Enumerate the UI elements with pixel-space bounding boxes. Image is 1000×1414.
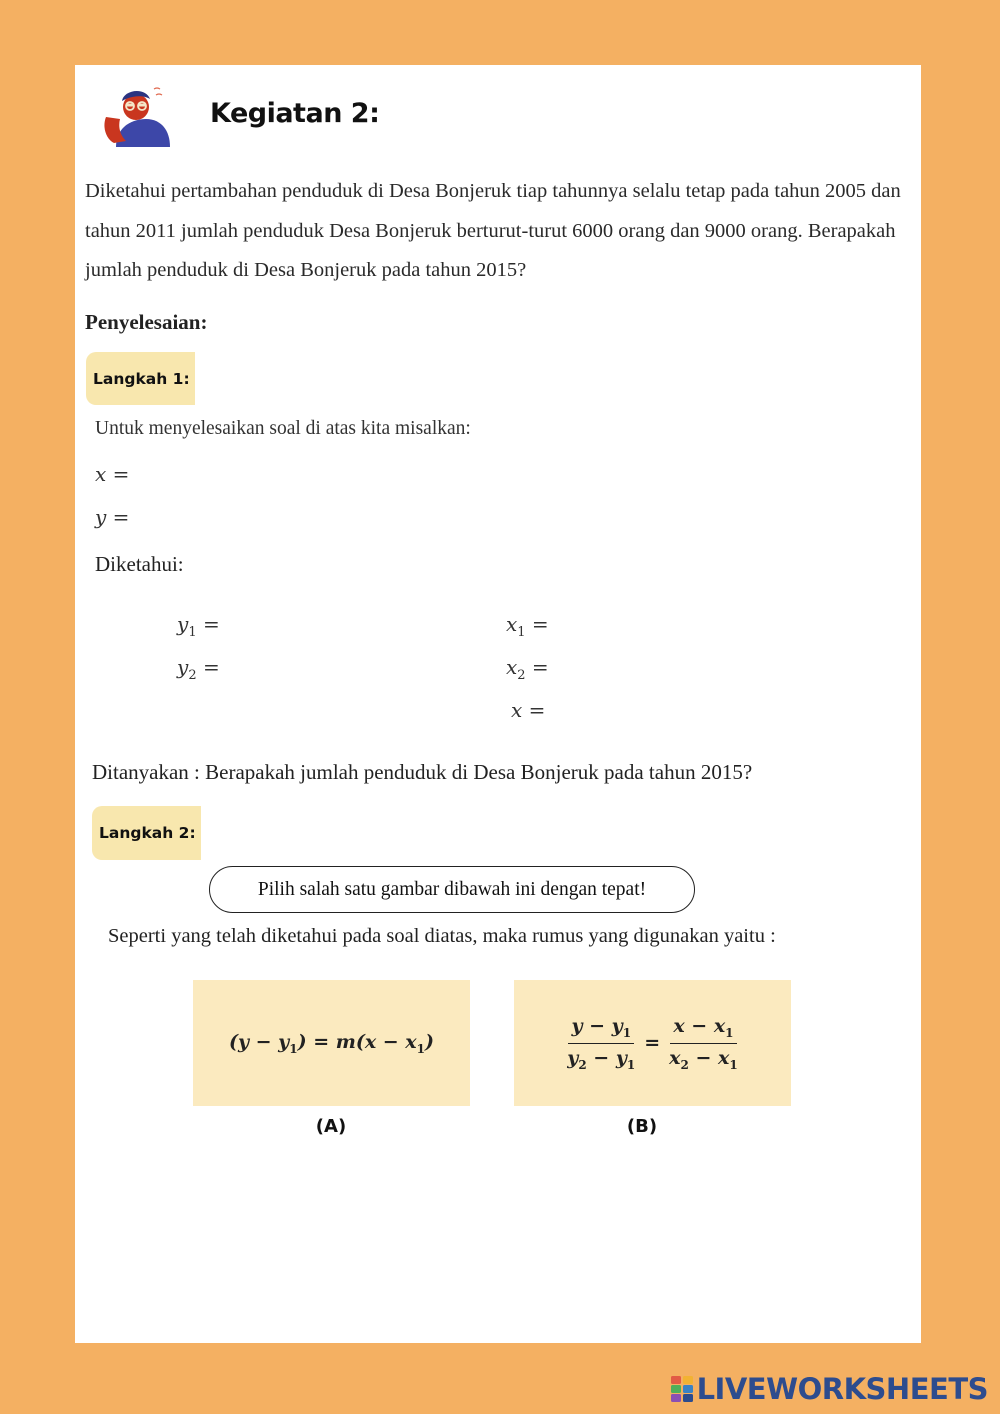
- equals-sign: =: [531, 612, 549, 636]
- known-heading: Diketahui:: [95, 552, 184, 576]
- instruction-bubble: Pilih salah satu gambar dibawah ini dengan tepat!: [209, 866, 695, 913]
- y1-var: y: [177, 612, 189, 636]
- option-a-label: (A): [315, 1116, 347, 1137]
- y2-sub: 2: [188, 668, 197, 683]
- two-point-formula: $\frac{y - y_1}{y_2 - y_1}$ = $\frac{x - x_1}{x_2 - x_1}$: [567, 1014, 738, 1072]
- step-1-label: Langkah 1:: [86, 352, 195, 405]
- equals-sign: =: [528, 698, 546, 722]
- activity-title: Kegiatan 2:: [210, 98, 380, 129]
- y1-sub: 1: [188, 625, 197, 640]
- equals-sign: =: [112, 505, 130, 529]
- point-slope-formula: $(y - y_1) = m(x - x_1)$: [229, 1030, 434, 1056]
- asked-statement: Ditanyakan : Berapakah jumlah penduduk di Desa Bonjeruk pada tahun 2015?: [92, 760, 753, 784]
- x-var: x: [95, 462, 107, 486]
- problem-text: Diketahui pertambahan penduduk di Desa Bonjeruk tiap tahunnya selalu tetap pada tahun 2005 dan tahun 2011 jumlah penduduk Desa Bonjeruk berturut-turut 6000 orang dan 9000 orang. Berapakah jumlah penduduk di Desa Bonjeruk pada tahun 2015?: [85, 180, 901, 281]
- step-1-intro: Untuk menyelesaikan soal di atas kita misalkan:: [95, 418, 471, 439]
- equals-sign: =: [112, 462, 130, 486]
- x-field: [511, 698, 545, 722]
- x2-field: [506, 655, 549, 683]
- liveworksheets-logo: [671, 1372, 988, 1406]
- solution-heading: Penyelesaian:: [85, 310, 208, 334]
- x1-field: [506, 612, 549, 640]
- equals-sign: =: [531, 655, 549, 679]
- formula-option-b[interactable]: [514, 980, 791, 1106]
- step-2-label: Langkah 2:: [92, 806, 201, 860]
- y2-field: [177, 655, 220, 683]
- equals-sign: =: [202, 612, 220, 636]
- x1-var: x: [506, 612, 518, 636]
- x-var: x: [511, 698, 523, 722]
- y-var: y: [95, 505, 107, 529]
- formula-option-a[interactable]: [193, 980, 470, 1106]
- y2-var: y: [177, 655, 189, 679]
- equals-sign: =: [202, 655, 220, 679]
- option-b-label: (B): [626, 1116, 658, 1137]
- y1-field: [177, 612, 220, 640]
- formula-statement: Seperti yang telah diketahui pada soal diatas, maka rumus yang digunakan yaitu :: [108, 925, 776, 947]
- brand-name: LIVEWORKSHEETS: [696, 1372, 988, 1406]
- x2-sub: 2: [517, 668, 526, 683]
- x-definition: [95, 462, 129, 486]
- x2-var: x: [506, 655, 518, 679]
- liveworksheets-mark-icon: [671, 1376, 693, 1402]
- x1-sub: 1: [517, 625, 526, 640]
- thinking-student-illustration: [98, 83, 178, 149]
- y-definition: [95, 505, 129, 529]
